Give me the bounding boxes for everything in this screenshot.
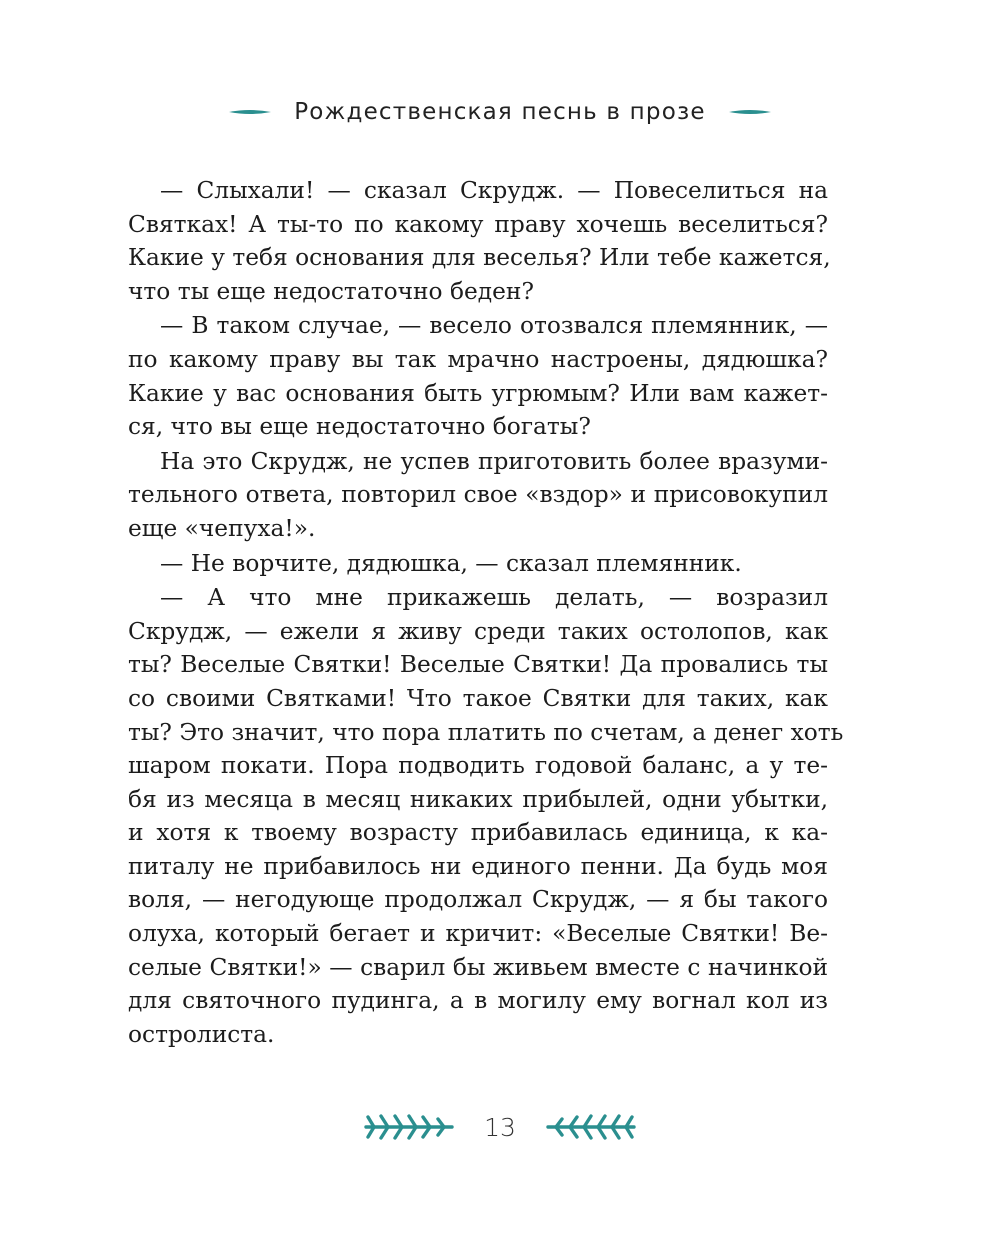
text-line: по какому праву вы так мрачно настроены, дядюшка? xyxy=(128,345,828,373)
paragraph xyxy=(128,445,828,546)
text-line: — Не ворчите, дядюшка, — сказал племянник. xyxy=(160,549,742,577)
paragraph xyxy=(128,547,828,581)
page-footer xyxy=(0,1102,1000,1152)
paragraph xyxy=(128,174,831,308)
text-line: со своими Святками! Что такое Святки для таких, как xyxy=(128,684,828,712)
text-line: тельного ответа, повторил свое «вздор» и присовокупил xyxy=(128,481,828,509)
text-line: и хотя к твоему возрасту прибавилась единица, к ка- xyxy=(128,819,828,847)
text-line: — В таком случае, — весело отозвался племянник, — xyxy=(160,312,828,340)
body-text xyxy=(128,174,844,1052)
text-line: что ты еще недостаточно беден? xyxy=(128,277,534,305)
text-line: ты? Это значит, что пора платить по счетам, а денег хоть xyxy=(128,718,844,746)
page-number: 13 xyxy=(484,1112,516,1142)
paragraph xyxy=(128,309,828,443)
text-line: шаром покати. Пора подводить годовой баланс, а у те- xyxy=(128,752,828,780)
text-line: — Слыхали! — сказал Скрудж. — Повеселиться на xyxy=(160,177,828,204)
text-line: Святках! А ты-то по какому праву хочешь веселиться? xyxy=(128,210,828,238)
text-line: олуха, который бегает и кричит: «Веселые Святки! Ве- xyxy=(128,920,828,948)
header-left-dash-icon xyxy=(228,108,272,116)
fern-branch-icon xyxy=(364,1110,456,1144)
text-line: Какие у вас основания быть угрюмым? Или вам кажет- xyxy=(128,379,828,407)
text-line: бя из месяца в месяц никаких прибылей, одни убытки, xyxy=(128,785,828,813)
fern-branch-icon xyxy=(544,1110,636,1144)
text-line: — А что мне прикажешь делать, — возразил xyxy=(160,584,828,612)
text-line: Скрудж, — ежели я живу среди таких остолопов, как xyxy=(128,617,828,645)
running-header xyxy=(0,92,1000,132)
text-line: воля, — негодующе продолжал Скрудж, — я бы такого xyxy=(128,886,828,914)
text-line: остролиста. xyxy=(128,1020,275,1048)
text-line: ты? Веселые Святки! Веселые Святки! Да провались ты xyxy=(128,651,828,679)
text-line: ся, что вы еще недостаточно богаты? xyxy=(128,413,591,441)
text-line: Какие у тебя основания для веселья? Или тебе кажется, xyxy=(128,244,831,272)
running-header-title: Рождественская песнь в прозе xyxy=(294,99,706,125)
text-line: для святочного пудинга, а в могилу ему вогнал кол из xyxy=(128,987,828,1015)
text-line: питалу не прибавилось ни единого пенни. Да будь моя xyxy=(128,852,828,880)
text-line: еще «чепуха!». xyxy=(128,514,316,542)
text-line: На это Скрудж, не успев приготовить более вразуми- xyxy=(160,447,828,475)
header-right-dash-icon xyxy=(728,108,772,116)
text-line: селые Святки!» — сварил бы живьем вместе с начинкой xyxy=(128,953,828,981)
paragraph xyxy=(128,581,844,1051)
